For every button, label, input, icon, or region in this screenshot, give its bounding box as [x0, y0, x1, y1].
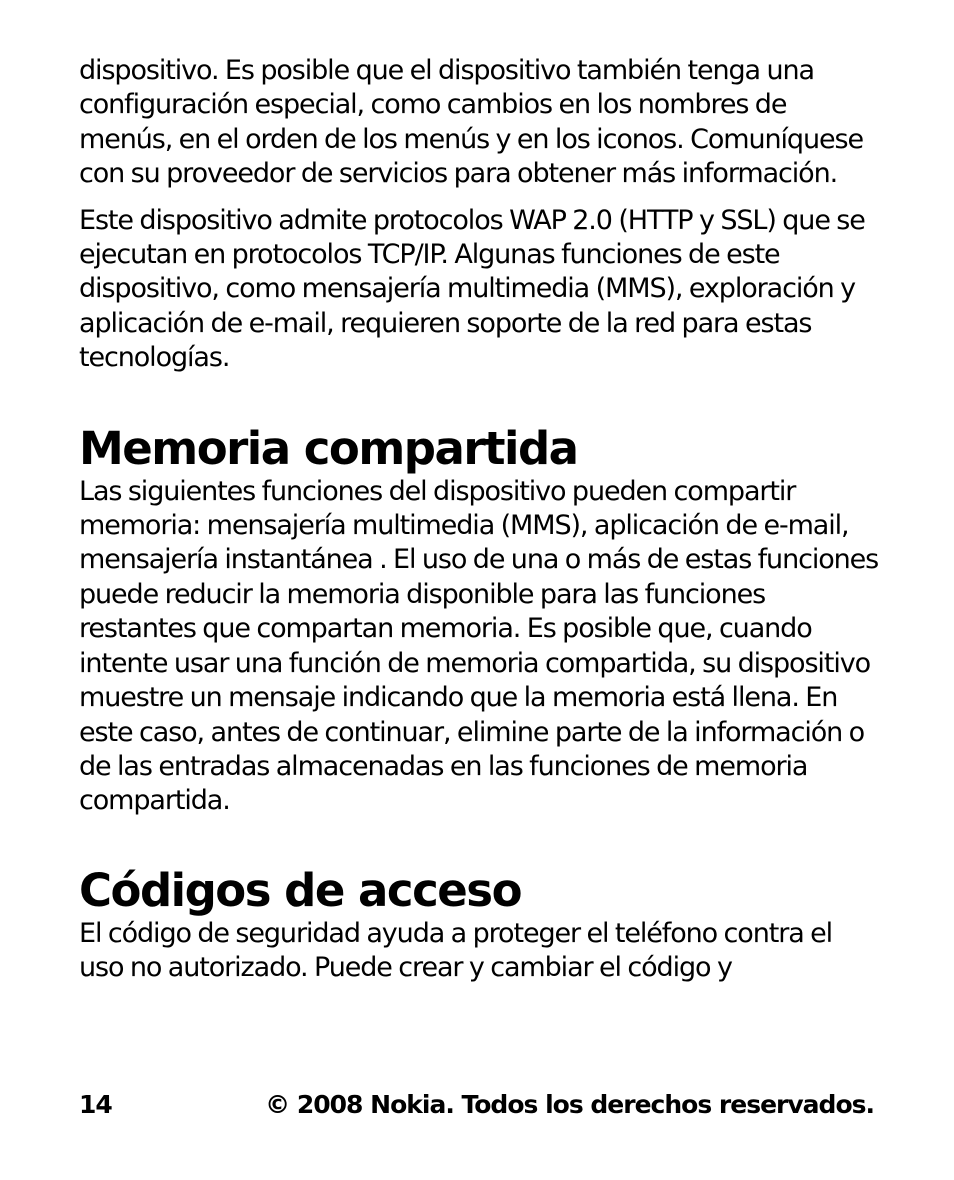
paragraph-access-codes: El código de seguridad ayuda a proteger el teléfono contra el uso no autorizado. Puede crear y cambiar el código y — [79, 917, 833, 984]
paragraph-intro: dispositivo. Es posible que el dispositivo también tenga una configuración especial, como cambios en los nombres de menús, en el orden de los menús y en los iconos. Comuníquese con su proveedor de servicios para obtener más información. — [79, 55, 863, 190]
copyright-notice: © 2008 Nokia. Todos los derechos reservados. — [265, 1090, 874, 1119]
section-title-access-codes: Códigos de acceso — [79, 863, 521, 917]
section-title-shared-memory: Memoria compartida — [79, 421, 578, 475]
page-content — [79, 54, 879, 986]
paragraph-protocols: Este dispositivo admite protocolos WAP 2.0 (HTTP y SSL) que se ejecutan en protocolos TCP/IP. Algunas funciones de este dispositivo, como mensajería multimedia (MMS), exploración y aplicación de e-mail, requieren soporte de la red para estas tecnologías. — [79, 204, 865, 374]
paragraph-shared-memory: Las siguientes funciones del dispositivo pueden compartir memoria: mensajería multimedia (MMS), aplicación de e-mail, mensajería instantánea . El uso de una o más de estas funciones puede reducir la memoria disponible para las funciones restantes que compartan memoria. Es posible que, cuando intente usar una función de memoria compartida, su dispositivo muestre un mensaje indicando que la memoria está llena. En este caso, antes de continuar, elimine parte de la información o de las entradas almacenadas en las funciones de memoria compartida. — [79, 475, 879, 817]
page-footer — [79, 1089, 874, 1121]
page-number: 14 — [79, 1090, 112, 1119]
